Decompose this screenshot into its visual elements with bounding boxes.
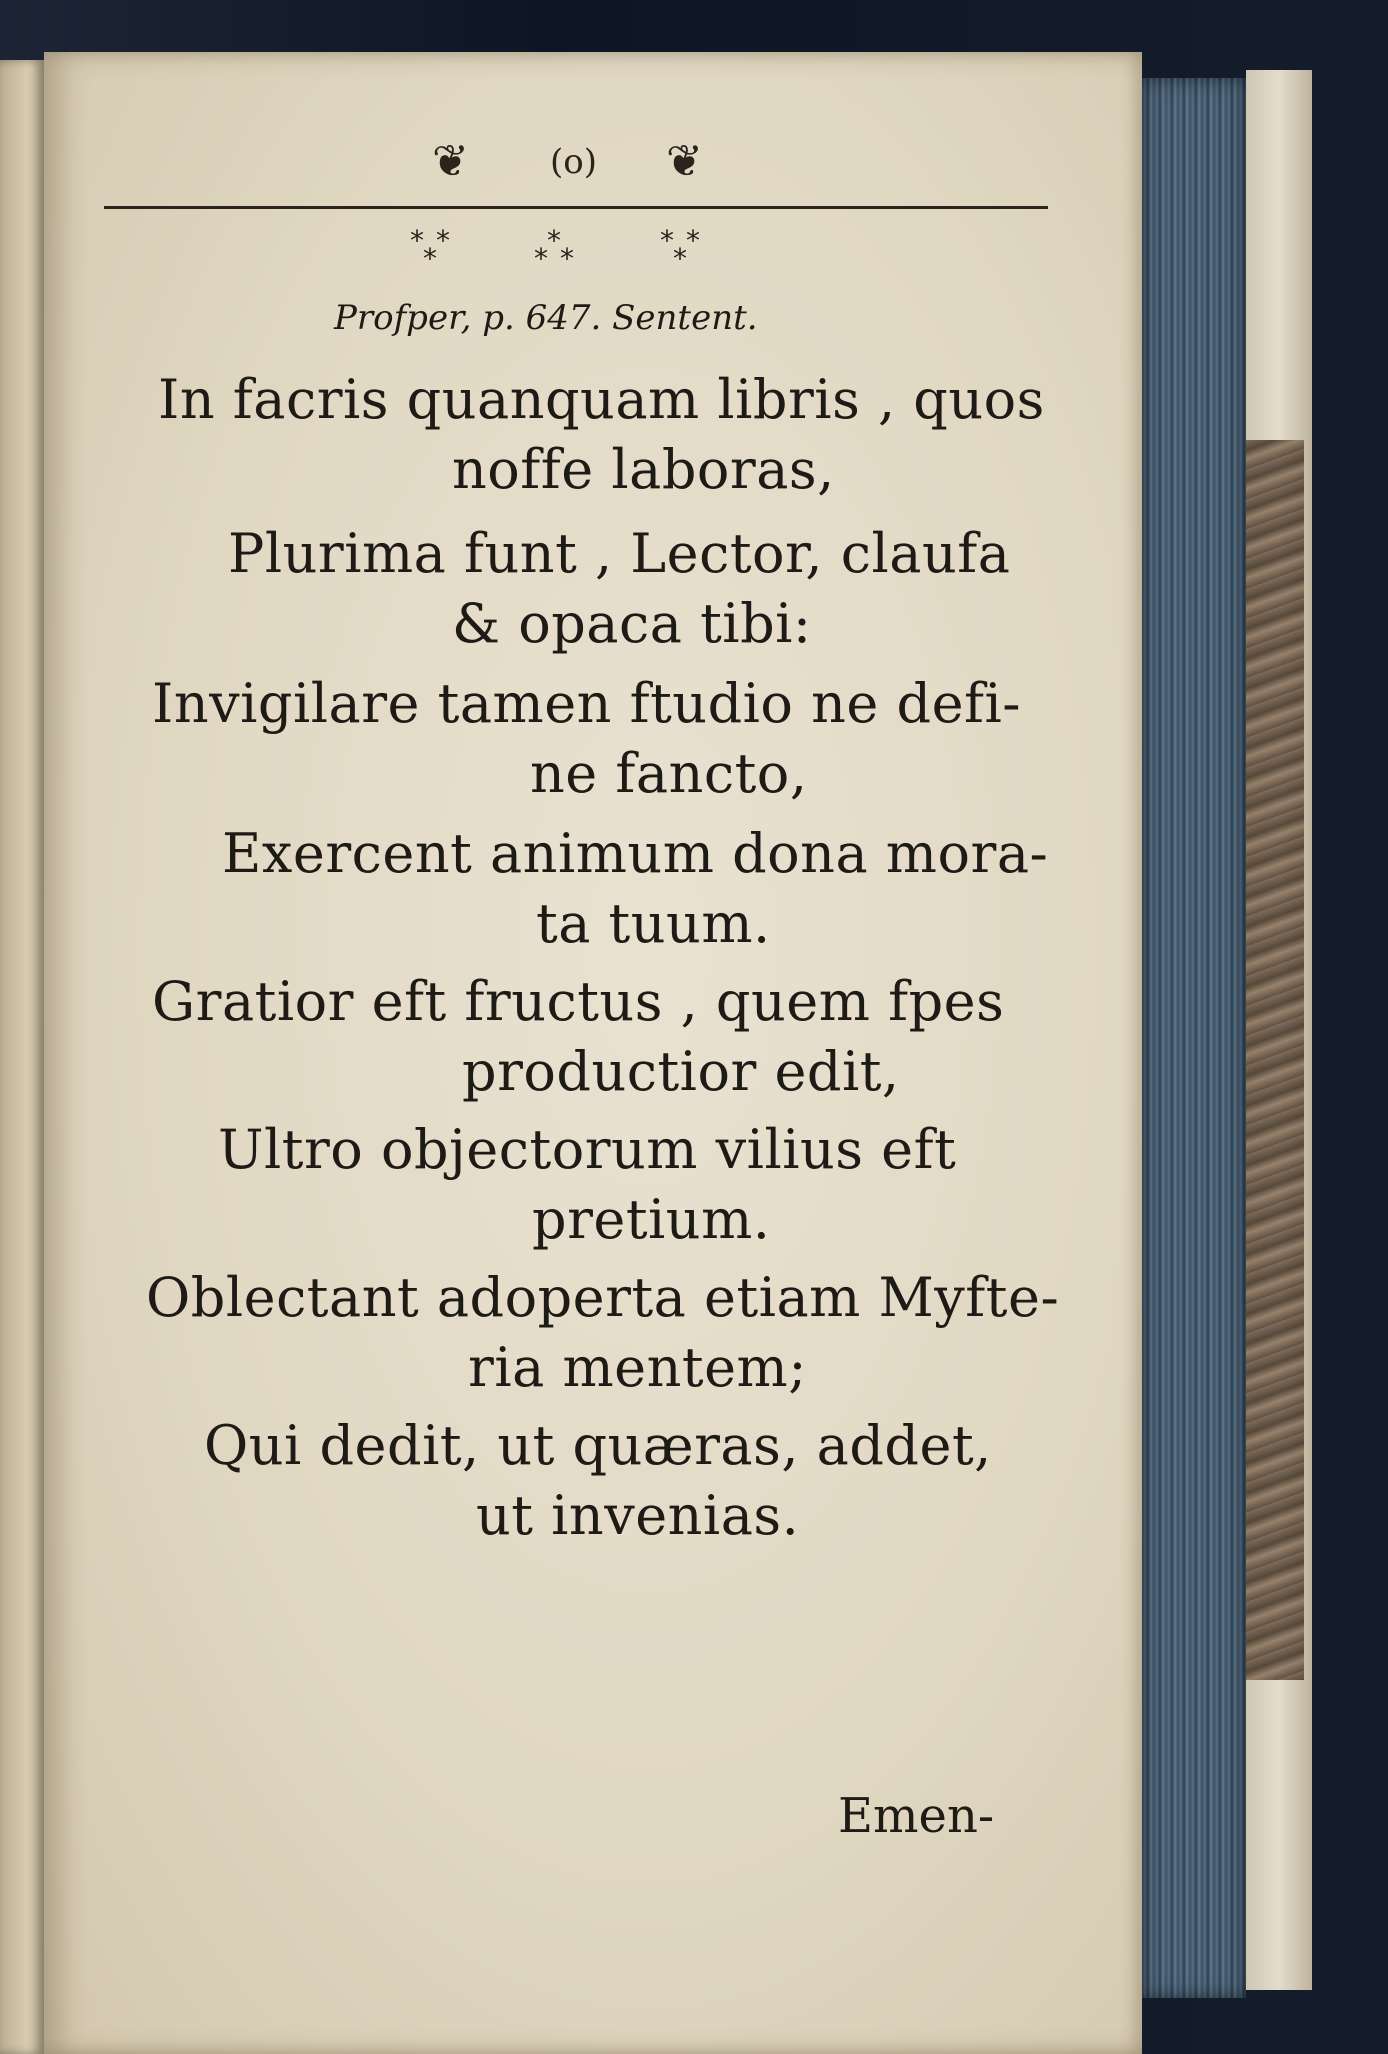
running-header	[400, 132, 780, 192]
page-fore-edge	[1142, 78, 1246, 1998]
verse-line: Oblectant adoperta etiam Myfte-	[146, 1266, 1060, 1329]
catchword: Emen-	[838, 1788, 995, 1844]
verse-line: pretium.	[532, 1188, 771, 1251]
page-number: (o)	[550, 142, 597, 182]
verse-line: & opaca tibi:	[452, 592, 812, 655]
verse-line: Ultro objectorum vilius eft	[218, 1118, 957, 1181]
verse-line: productior edit,	[462, 1040, 900, 1103]
verse-line: Exercent animum dona mora-	[222, 822, 1049, 885]
asterism-group: * * *	[534, 224, 574, 275]
verse-line: Qui dedit, ut quæras, addet,	[204, 1414, 992, 1477]
asterism-group: * * *	[410, 224, 450, 275]
facing-page-edge	[0, 60, 44, 2054]
verse-line: Gratior eft fructus , quem fpes	[152, 970, 1005, 1033]
attribution: Profper, p. 647. Sentent.	[334, 298, 758, 338]
verse-line: ut invenias.	[476, 1484, 800, 1547]
left-ornament-icon: ❦	[432, 136, 469, 187]
marbled-cover-paper	[1246, 440, 1304, 1680]
verse-line: Invigilare tamen ftudio ne defi-	[152, 672, 1022, 735]
verse-line: ta tuum.	[536, 892, 771, 955]
verse-line: Plurima funt , Lector, claufa	[228, 522, 1011, 585]
header-rule	[104, 206, 1048, 209]
verse-line: ria mentem;	[468, 1336, 807, 1399]
right-ornament-icon: ❦	[666, 136, 703, 187]
asterism-group: * * *	[660, 224, 700, 275]
verse-line: ne fancto,	[530, 742, 808, 805]
verse-line: In facris quanquam libris , quos	[158, 368, 1045, 431]
asterism	[404, 224, 764, 284]
verse-line: noffe laboras,	[452, 438, 835, 501]
